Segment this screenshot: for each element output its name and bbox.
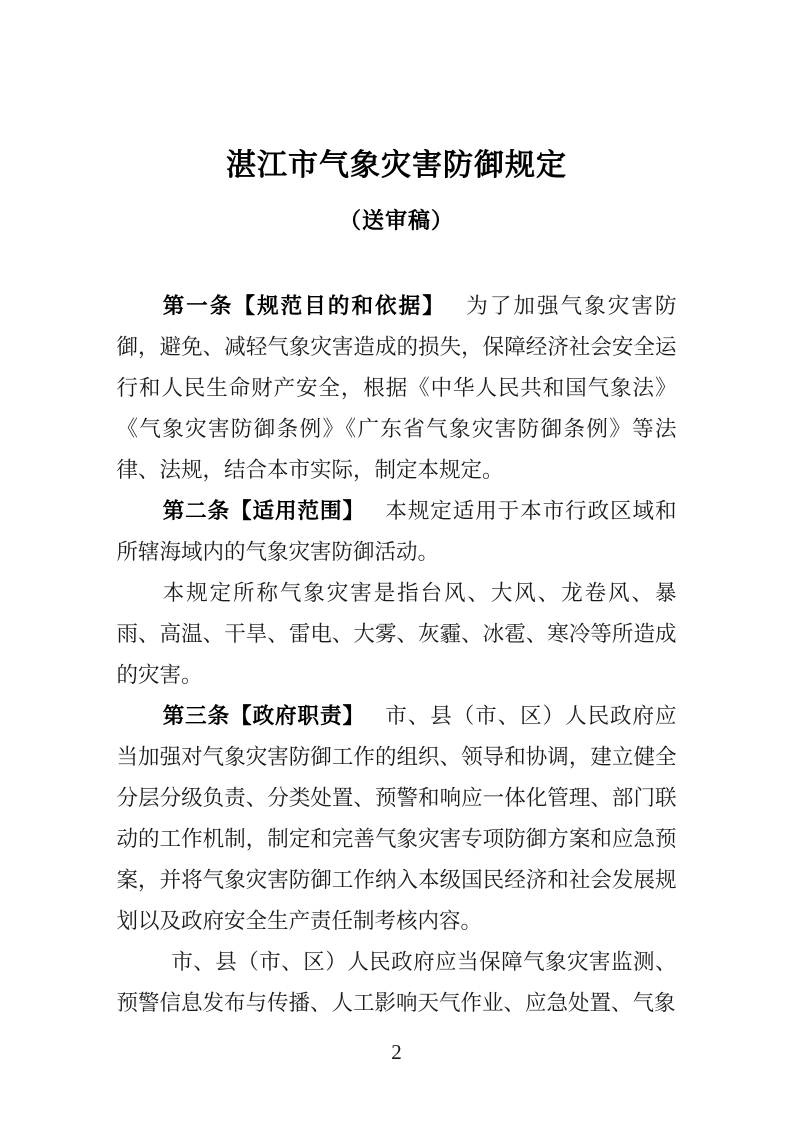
- document-subtitle: （送审稿）: [338, 208, 454, 233]
- document-title: 湛江市气象灾害防御规定: [226, 149, 567, 182]
- page-number: 2: [391, 1040, 402, 1064]
- paragraph-article-2-continuation: [117, 573, 677, 696]
- paragraph-article-1: [117, 286, 677, 491]
- article-3-text: 市、县（市、区）人民政府应当加强对气象灾害防御工作的组织、领导和协调，建立健全分层分级负责、分类处置、预警和响应一体化管理、部门联动的工作机制，制定和完善气象灾害专项防御方案和应急预案，并将气象灾害防御工作纳入本级国民经济和社会发展规划以及政府安全生产责任制考核内容。: [116, 704, 677, 933]
- article-2-heading: 第二条【适用范围】: [162, 499, 365, 523]
- document-body: [117, 286, 677, 1024]
- paragraph-article-3-continuation: [117, 942, 677, 1024]
- article-1-text: 为了加强气象灾害防御，避免、减轻气象灾害造成的损失，保障经济社会安全运行和人民生命财产安全，根据《中华人民共和国气象法》《气象灾害防御条例》《广东省气象灾害防御条例》等法律、法规，结合本市实际，制定本规定。: [116, 294, 677, 482]
- article-2-continuation-text: 本规定所称气象灾害是指台风、大风、龙卷风、暴雨、高温、干旱、雷电、大雾、灰霾、冰雹、寒冷等所造成的灾害。: [116, 581, 677, 687]
- article-1-heading: 第一条【规范目的和依据】: [162, 294, 446, 318]
- article-3-continuation-text: 市、县（市、区）人民政府应当保障气象灾害监测、预警信息发布与传播、人工影响天气作业、应急处置、气象: [116, 950, 677, 1015]
- paragraph-article-3: [117, 696, 677, 942]
- paragraph-article-2: [117, 491, 677, 573]
- article-3-heading: 第三条【政府职责】: [162, 704, 365, 728]
- article-2-text: 本规定适用于本市行政区域和所辖海域内的气象灾害防御活动。: [116, 499, 677, 564]
